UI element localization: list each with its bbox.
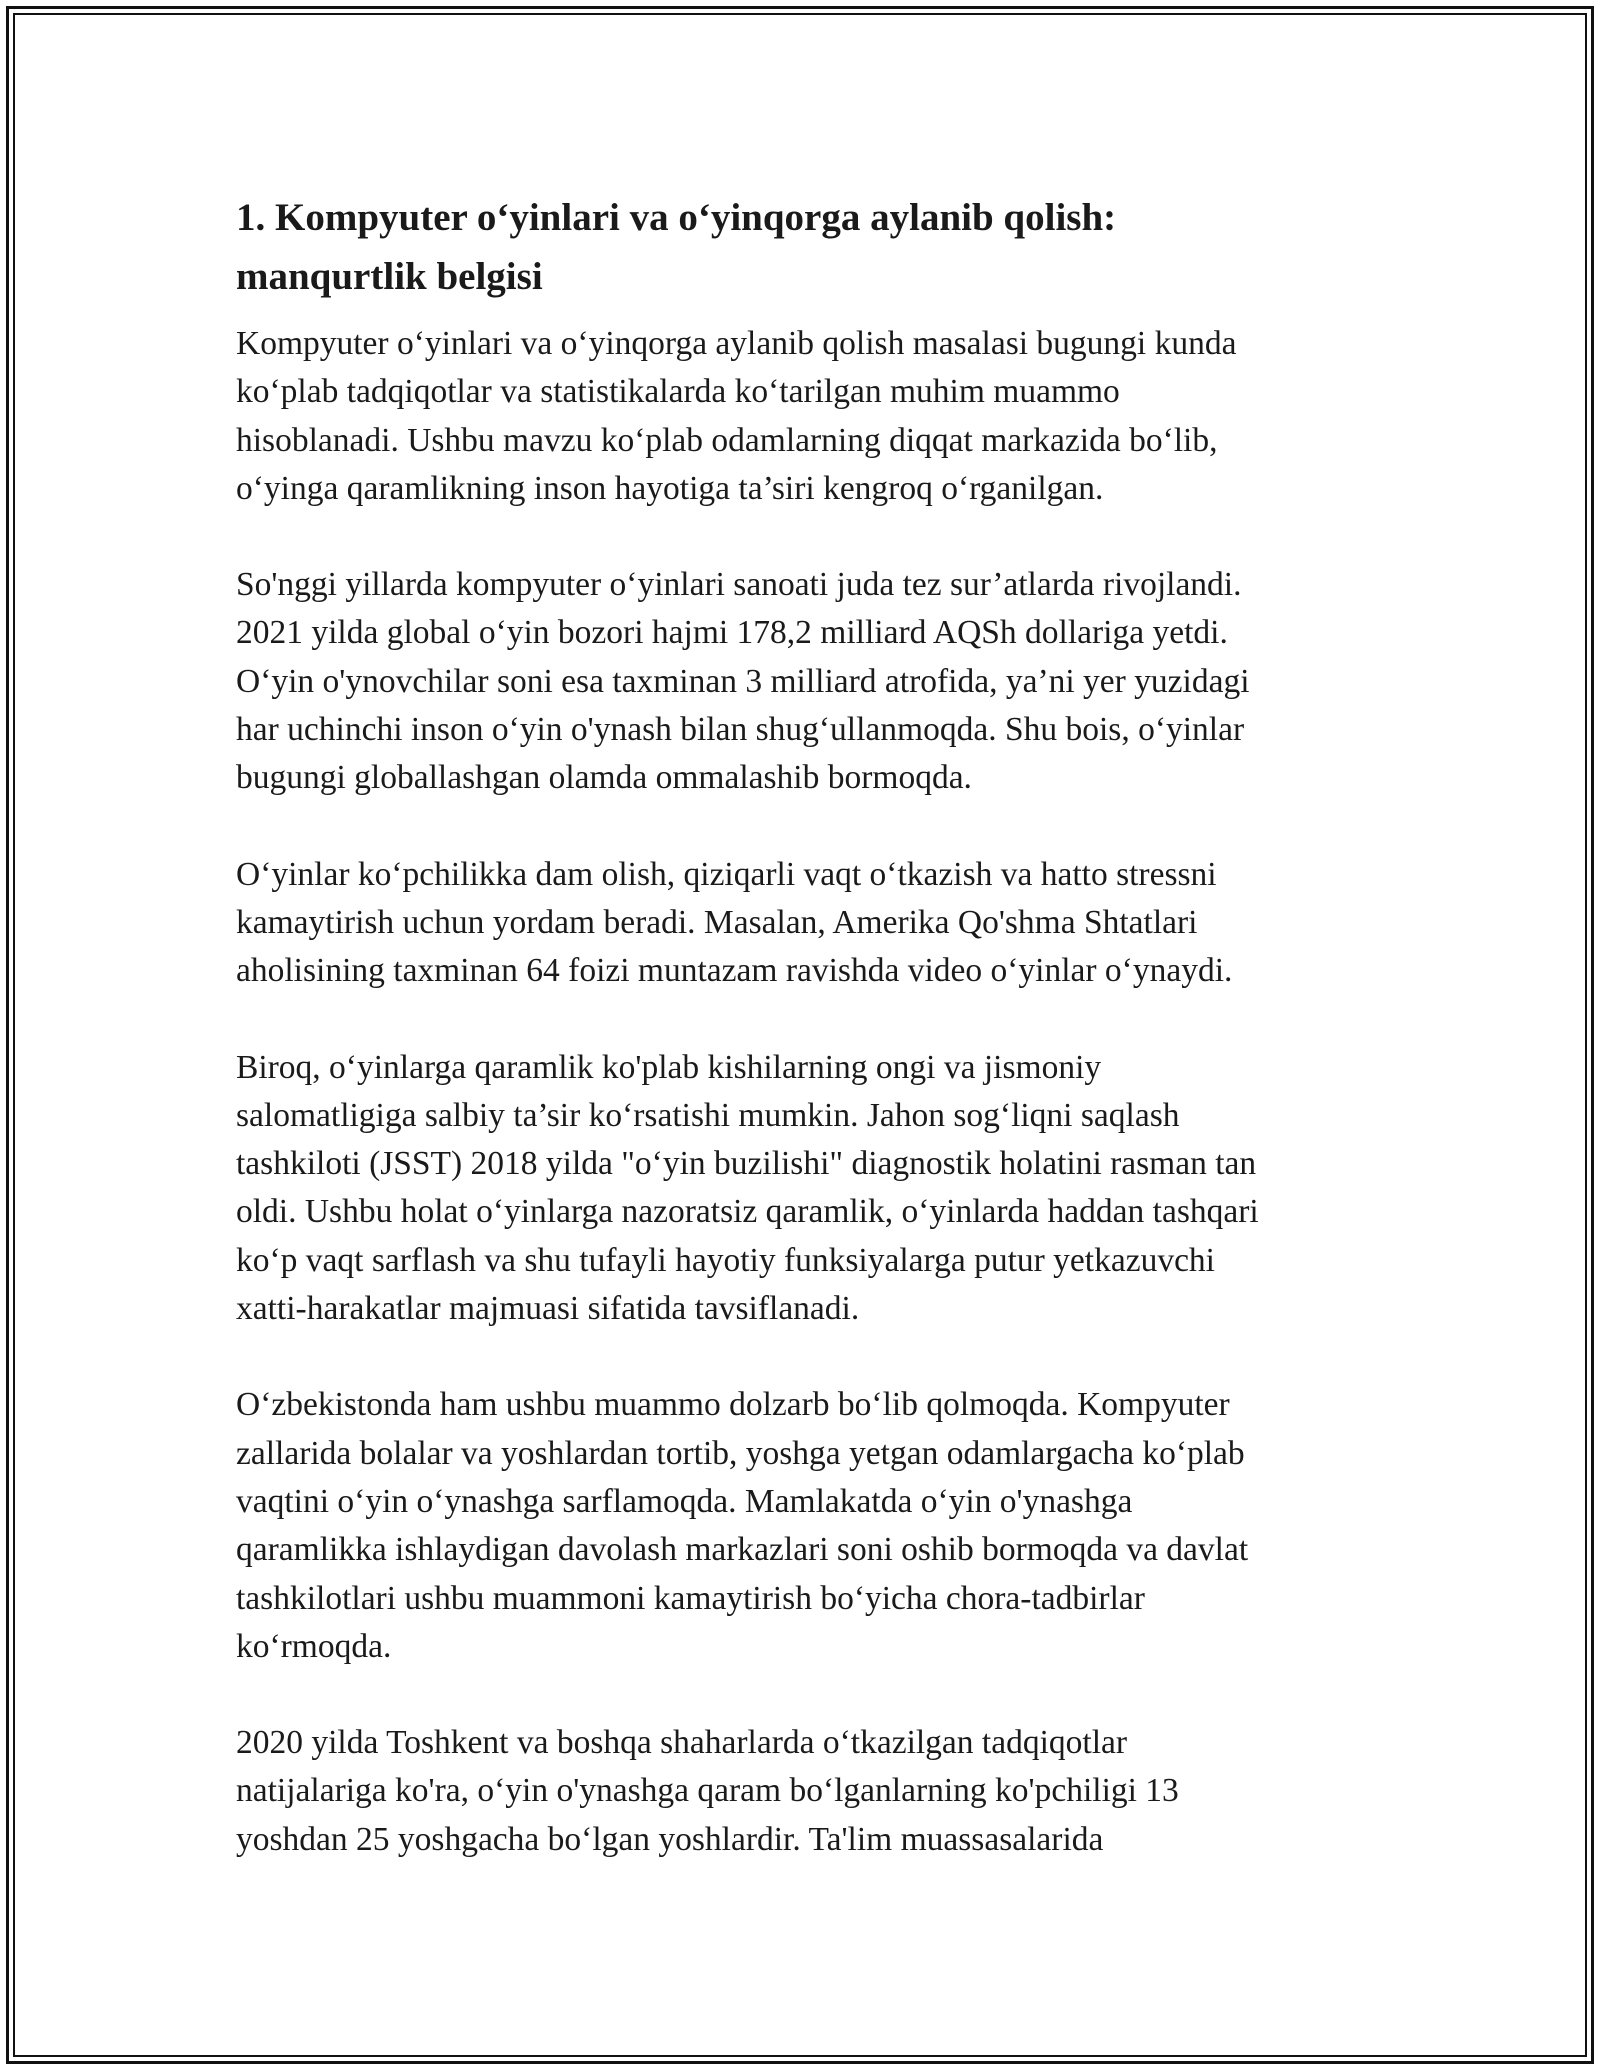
section-heading	[236, 188, 1396, 306]
text-line: So'nggi yillarda kompyuter o‘yinlari sanoati juda tez sur’atlarda rivojlandi.	[236, 566, 1242, 604]
text-line: hisoblanadi. Ushbu mavzu ko‘plab odamlarning diqqat markazida bo‘lib,	[236, 421, 1218, 459]
text-line: salomatligiga salbiy ta’sir ko‘rsatishi mumkin. Jahon sog‘liqni saqlash	[236, 1096, 1180, 1134]
text-line: har uchinchi inson o‘yin o'ynash bilan shug‘ullanmoqda. Shu bois, o‘yinlar	[236, 711, 1245, 749]
text-line: kamaytirish uchun yordam beradi. Masalan, Amerika Qo'shma Shtatlari	[236, 903, 1198, 941]
text-line: zallarida bolalar va yoshlardan tortib, yoshga yetgan odamlargacha ko‘plab	[236, 1434, 1245, 1472]
heading-line: 1. Kompyuter o‘yinlari va o‘yinqorga aylanib qolish:	[236, 196, 1117, 239]
text-line: Biroq, o‘yinlarga qaramlik ko'plab kishilarning ongi va jismoniy	[236, 1048, 1102, 1086]
text-line: tashkiloti (JSST) 2018 yilda "o‘yin buzilishi" diagnostik holatini rasman tan	[236, 1145, 1257, 1183]
paragraph-1	[236, 320, 1396, 513]
text-line: bugungi globallashgan olamda ommalashib bormoqda.	[236, 759, 972, 797]
text-line: qaramlikka ishlaydigan davolash markazlari soni oshib bormoqda va davlat	[236, 1531, 1249, 1569]
text-line: xatti-harakatlar majmuasi sifatida tavsiflanadi.	[236, 1290, 860, 1328]
text-line: o‘yinga qaramlikning inson hayotiga ta’siri kengroq o‘rganilgan.	[236, 469, 1104, 507]
text-line: O‘yin o'ynovchilar soni esa taxminan 3 milliard atrofida, ya’ni yer yuzidagi	[236, 662, 1250, 700]
paragraph-2	[236, 561, 1396, 802]
text-line: aholisining taxminan 64 foizi muntazam ravishda video o‘yinlar o‘ynaydi.	[236, 952, 1233, 990]
paragraph-5	[236, 1381, 1396, 1671]
text-line: 2020 yilda Toshkent va boshqa shaharlarda o‘tkazilgan tadqiqotlar	[236, 1724, 1128, 1762]
text-line: natijalariga ko'ra, o‘yin o'ynashga qaram bo‘lganlarning ko'pchiligi 13	[236, 1772, 1179, 1810]
text-line: yoshdan 25 yoshgacha bo‘lgan yoshlardir. Ta'lim muassasalarida	[236, 1820, 1104, 1858]
text-line: ko‘rmoqda.	[236, 1627, 392, 1665]
document-body	[236, 188, 1396, 1912]
text-line: tashkilotlari ushbu muammoni kamaytirish bo‘yicha chora-tadbirlar	[236, 1579, 1145, 1617]
text-line: O‘zbekistonda ham ushbu muammo dolzarb bo‘lib qolmoqda. Kompyuter	[236, 1386, 1230, 1424]
text-line: oldi. Ushbu holat o‘yinlarga nazoratsiz qaramlik, o‘yinlarda haddan tashqari	[236, 1193, 1259, 1231]
text-line: vaqtini o‘yin o‘ynashga sarflamoqda. Mamlakatda o‘yin o'ynashga	[236, 1482, 1133, 1520]
paragraph-3	[236, 851, 1396, 996]
paragraph-4	[236, 1044, 1396, 1334]
text-line: O‘yinlar ko‘pchilikka dam olish, qiziqarli vaqt o‘tkazish va hatto stressni	[236, 855, 1217, 893]
paragraph-6	[236, 1719, 1396, 1864]
text-line: 2021 yilda global o‘yin bozori hajmi 178,2 milliard AQSh dollariga yetdi.	[236, 614, 1228, 652]
text-line: Kompyuter o‘yinlari va o‘yinqorga aylanib qolish masalasi bugungi kunda	[236, 325, 1237, 362]
text-line: ko‘p vaqt sarflash va shu tufayli hayotiy funksiyalarga putur yetkazuvchi	[236, 1241, 1215, 1279]
text-line: ko‘plab tadqiqotlar va statistikalarda ko‘tarilgan muhim muammo	[236, 373, 1120, 411]
heading-line: manqurtlik belgisi	[236, 255, 543, 298]
